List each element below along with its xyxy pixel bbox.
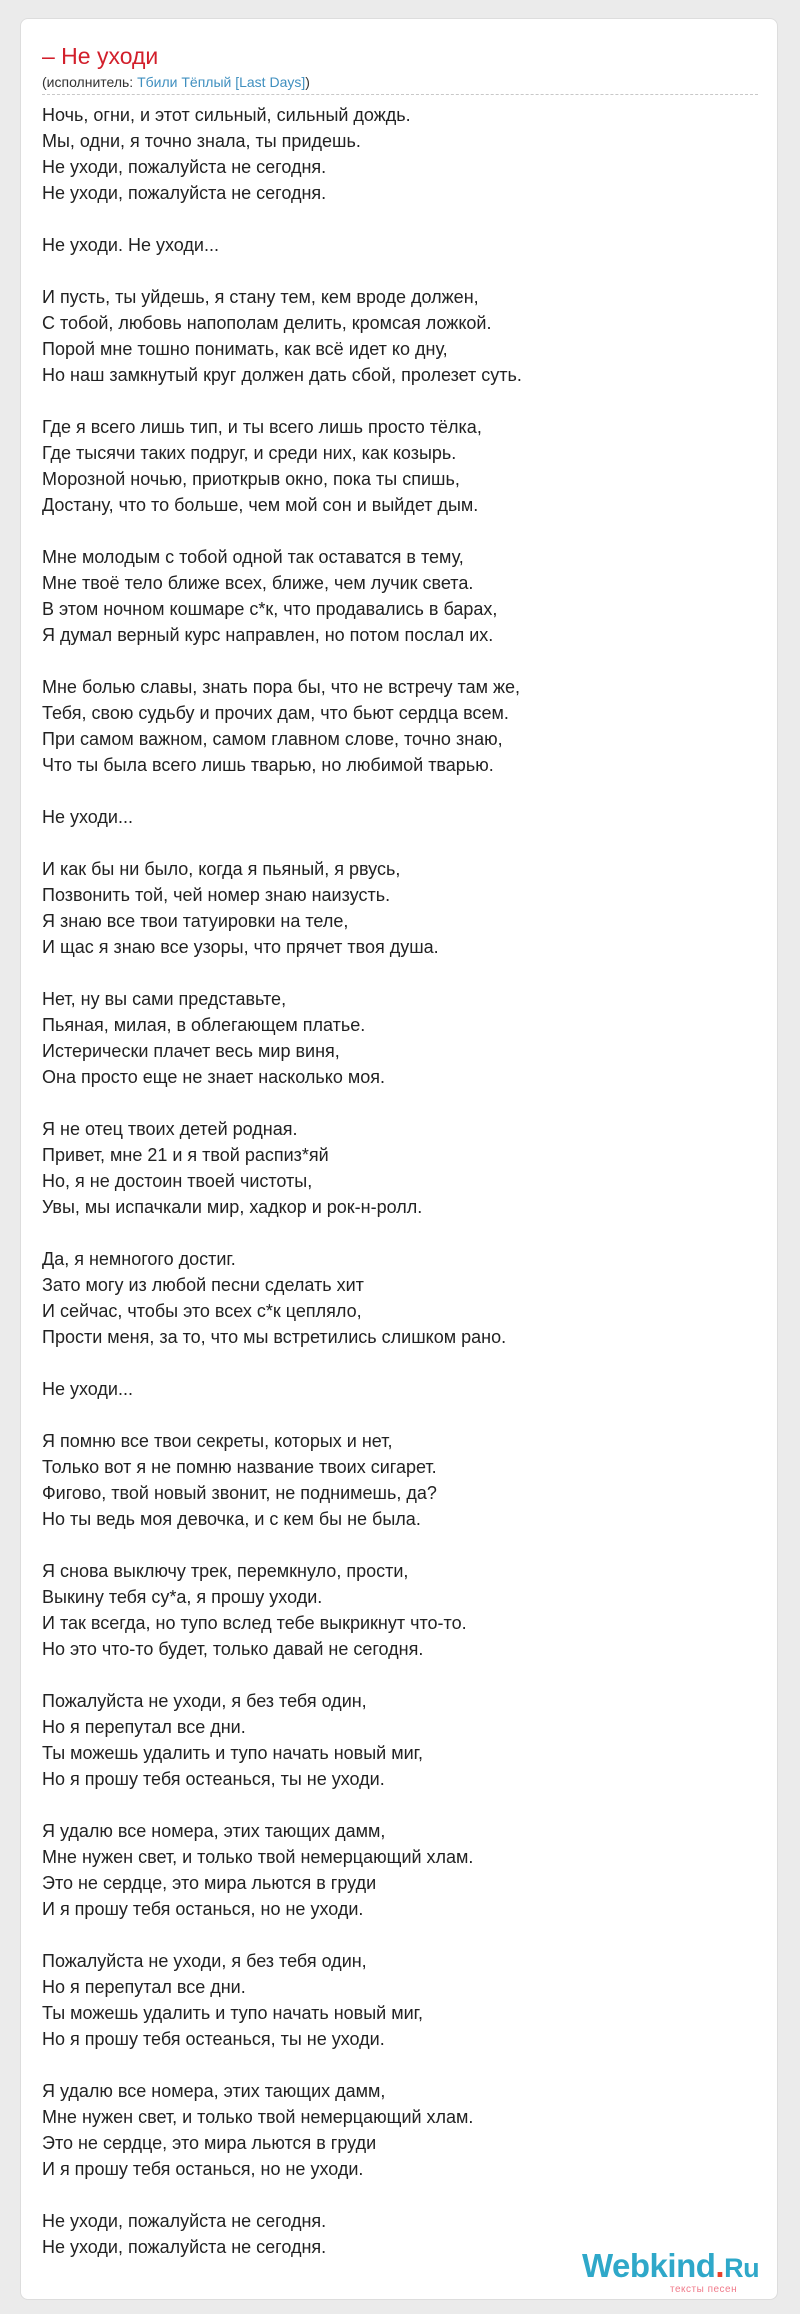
logo-wordmark <box>582 2248 759 2286</box>
lyrics-line: Я знаю все твои татуировки на теле, <box>42 911 349 931</box>
lyrics-line: Она просто еще не знает насколько моя. <box>42 1067 385 1087</box>
song-title: – Не уходи <box>42 43 159 69</box>
lyrics-line: И сейчас, чтобы это всех с*к цепляло, <box>42 1301 362 1321</box>
lyrics-line: При самом важном, самом главном слове, точно знаю, <box>42 729 503 749</box>
lyrics-stanza <box>42 1948 762 2052</box>
lyrics-line: И так всегда, но тупо вслед тебе выкрикнут что-то. <box>42 1613 467 1633</box>
lyrics-line: Пожалуйста не уходи, я без тебя один, <box>42 1951 367 1971</box>
lyrics-line: Выкину тебя су*а, я прошу уходи. <box>42 1587 323 1607</box>
lyrics-stanza <box>42 1818 762 1922</box>
artist-byline <box>42 73 310 91</box>
lyrics-stanza <box>42 1376 762 1402</box>
lyrics-line: Да, я немногого достиг. <box>42 1249 236 1269</box>
lyrics-stanza <box>42 102 762 206</box>
lyrics-line: Не уходи, пожалуйста не сегодня. <box>42 157 327 177</box>
artist-link[interactable]: Тбили Тёплый [Last Days] <box>137 74 306 90</box>
lyrics-stanza <box>42 1688 762 1792</box>
lyrics-line: Зато могу из любой песни сделать хит <box>42 1275 364 1295</box>
lyrics-line: Я думал верный курс направлен, но потом послал их. <box>42 625 494 645</box>
lyrics-line: Но я прошу тебя остеанься, ты не уходи. <box>42 1769 385 1789</box>
lyrics-line: Ночь, огни, и этот сильный, сильный дождь. <box>42 105 411 125</box>
lyrics-line: Морозной ночью, приоткрыв окно, пока ты спишь, <box>42 469 460 489</box>
lyrics-line: Истерически плачет весь мир виня, <box>42 1041 340 1061</box>
header-divider <box>42 94 758 95</box>
lyrics-line: Увы, мы испачкали мир, хадкор и рок-н-ролл. <box>42 1197 423 1217</box>
lyrics-line: Мне нужен свет, и только твой немерцающий хлам. <box>42 2107 474 2127</box>
lyrics-stanza <box>42 232 762 258</box>
lyrics-stanza <box>42 1246 762 1350</box>
lyrics-line: Тебя, свою судьбу и прочих дам, что бьют сердца всем. <box>42 703 509 723</box>
lyrics-line: Достану, что то больше, чем мой сон и выйдет дым. <box>42 495 479 515</box>
lyrics-line: Не уходи. Не уходи... <box>42 235 219 255</box>
lyrics-line: Но это что-то будет, только давай не сегодня. <box>42 1639 424 1659</box>
logo-tagline: тексты песен <box>670 2284 738 2295</box>
lyrics-line: Ты можешь удалить и тупо начать новый миг, <box>42 2003 424 2023</box>
lyrics-line: Прости меня, за то, что мы встретились слишком рано. <box>42 1327 507 1347</box>
lyrics-line: И я прошу тебя останься, но не уходи. <box>42 1899 364 1919</box>
webkind-logo[interactable] <box>582 2248 772 2298</box>
lyrics-line: Но ты ведь моя девочка, и с кем бы не была. <box>42 1509 421 1529</box>
lyrics-line: И я прошу тебя останься, но не уходи. <box>42 2159 364 2179</box>
lyrics-line: Что ты была всего лишь тварью, но любимой тварью. <box>42 755 494 775</box>
lyrics-line: Я удалю все номера, этих тающих дамм, <box>42 2081 386 2101</box>
lyrics-line: Где я всего лишь тип, и ты всего лишь просто тёлка, <box>42 417 482 437</box>
lyrics-stanza <box>42 674 762 778</box>
lyrics-stanza <box>42 414 762 518</box>
lyrics-line: Не уходи, пожалуйста не сегодня. <box>42 2237 327 2257</box>
lyrics-stanza <box>42 856 762 960</box>
lyrics-line: Но я прошу тебя остеанься, ты не уходи. <box>42 2029 385 2049</box>
lyrics-line: И как бы ни было, когда я пьяный, я рвусь, <box>42 859 401 879</box>
logo-word: Webkind <box>582 2247 716 2284</box>
lyrics-line: Мне нужен свет, и только твой немерцающий хлам. <box>42 1847 474 1867</box>
lyrics-line: Пьяная, милая, в облегающем платье. <box>42 1015 366 1035</box>
lyrics-stanza <box>42 1116 762 1220</box>
lyrics-line: Порой мне тошно понимать, как всё идет ко дну, <box>42 339 448 359</box>
lyrics-stanza <box>42 544 762 648</box>
lyrics-line: Мы, одни, я точно знала, ты придешь. <box>42 131 361 151</box>
lyrics-line: Это не сердце, это мира льются в груди <box>42 2133 377 2153</box>
lyrics-line: В этом ночном кошмаре с*к, что продавались в барах, <box>42 599 498 619</box>
lyrics-line: И щас я знаю все узоры, что прячет твоя душа. <box>42 937 439 957</box>
lyrics-line: Фигово, твой новый звонит, не поднимешь, да? <box>42 1483 437 1503</box>
lyrics-line: Но я перепутал все дни. <box>42 1717 246 1737</box>
lyrics-line: Я снова выключу трек, перемкнуло, прости, <box>42 1561 409 1581</box>
lyrics-line: Я не отец твоих детей родная. <box>42 1119 298 1139</box>
lyrics-stanza <box>42 2078 762 2182</box>
lyrics-line: Но, я не достоин твоей чистоты, <box>42 1171 313 1191</box>
lyrics-line: Позвонить той, чей номер знаю наизусть. <box>42 885 391 905</box>
lyrics-stanza <box>42 284 762 388</box>
lyrics-line: Ты можешь удалить и тупо начать новый миг, <box>42 1743 424 1763</box>
lyrics-line: Не уходи... <box>42 1379 133 1399</box>
lyrics-body <box>42 102 762 2286</box>
logo-dot: . <box>715 2247 725 2284</box>
lyrics-line: Только вот я не помню название твоих сигарет. <box>42 1457 437 1477</box>
lyrics-line: Мне молодым с тобой одной так оставатся в тему, <box>42 547 464 567</box>
lyrics-line: Не уходи... <box>42 807 133 827</box>
lyrics-line: И пусть, ты уйдешь, я стану тем, кем вроде должен, <box>42 287 479 307</box>
lyrics-line: Это не сердце, это мира льются в груди <box>42 1873 377 1893</box>
lyrics-stanza <box>42 804 762 830</box>
lyrics-line: Но я перепутал все дни. <box>42 1977 246 1997</box>
lyrics-stanza <box>42 986 762 1090</box>
lyrics-line: Не уходи, пожалуйста не сегодня. <box>42 183 327 203</box>
lyrics-line: Привет, мне 21 и я твой распиз*яй <box>42 1145 329 1165</box>
artist-prefix: (исполнитель: <box>42 74 138 90</box>
lyrics-line: Но наш замкнутый круг должен дать сбой, пролезет суть. <box>42 365 522 385</box>
lyrics-line: Мне твоё тело ближе всех, ближе, чем лучик света. <box>42 573 474 593</box>
artist-suffix: ) <box>305 74 310 90</box>
lyrics-line: Я удалю все номера, этих тающих дамм, <box>42 1821 386 1841</box>
lyrics-stanza <box>42 1558 762 1662</box>
logo-tld: Ru <box>724 2253 760 2283</box>
lyrics-line: Не уходи, пожалуйста не сегодня. <box>42 2211 327 2231</box>
lyrics-line: Где тысячи таких подруг, и среди них, как козырь. <box>42 443 457 463</box>
lyrics-stanza <box>42 1428 762 1532</box>
lyrics-line: С тобой, любовь напополам делить, кромсая ложкой. <box>42 313 492 333</box>
lyrics-line: Пожалуйста не уходи, я без тебя один, <box>42 1691 367 1711</box>
lyrics-line: Мне болью славы, знать пора бы, что не встречу там же, <box>42 677 521 697</box>
lyrics-line: Я помню все твои секреты, которых и нет, <box>42 1431 393 1451</box>
lyrics-line: Нет, ну вы сами представьте, <box>42 989 287 1009</box>
